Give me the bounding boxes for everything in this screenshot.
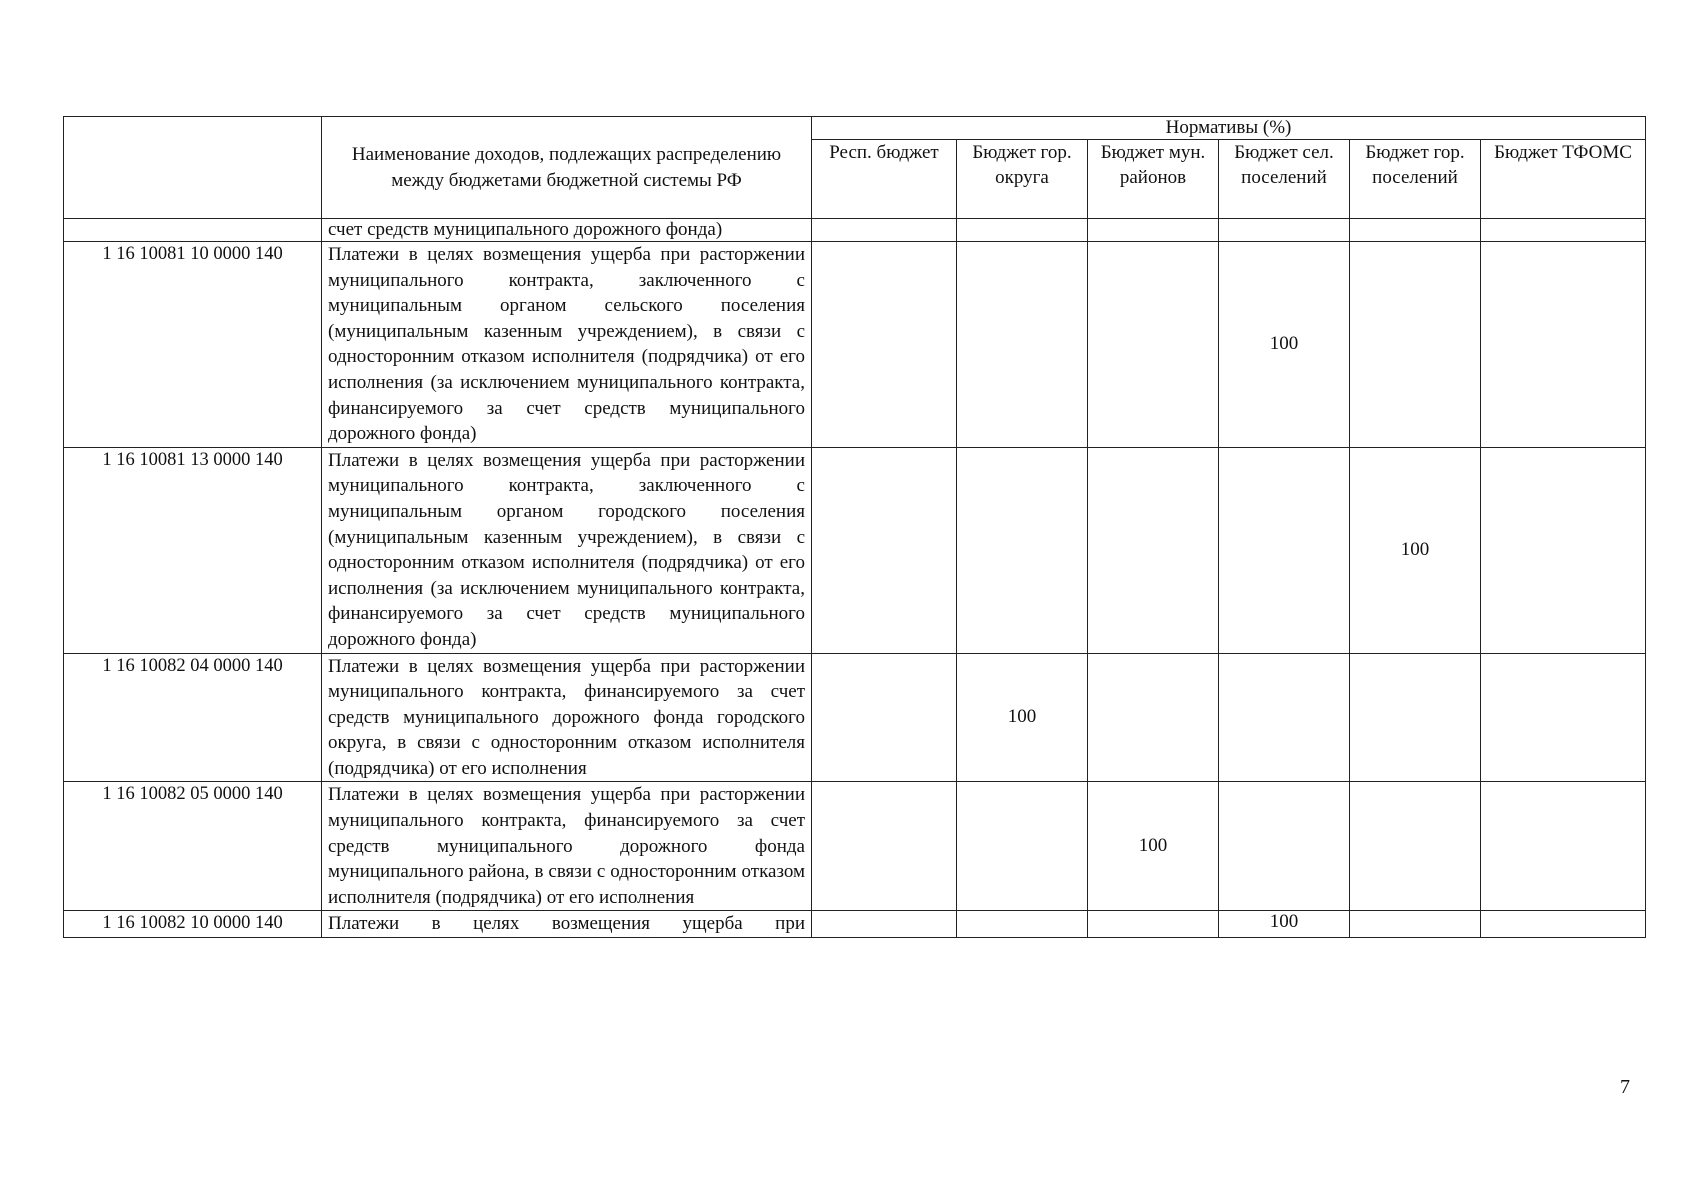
row-code: 1 16 10081 13 0000 140: [64, 447, 322, 653]
page-number: 7: [1620, 1076, 1630, 1098]
revenue-distribution-table: [63, 116, 1646, 938]
row-value: 100: [957, 653, 1088, 782]
row-name: Платежи в целях возмещения ущерба при расторжении муниципального контракта, финансируемого за счет средств муниципального дорожного фонда муниципального района, в связи с односторонним отказом исполнителя (подрядчика) от его исполнения: [322, 782, 812, 911]
header-code-cell: [64, 117, 322, 219]
table-row: [64, 911, 1646, 938]
header-col-urban-settlements: Бюджет гор. поселений: [1350, 140, 1481, 219]
row-code: 1 16 10082 10 0000 140: [64, 911, 322, 938]
row-code: 1 16 10082 05 0000 140: [64, 782, 322, 911]
row-code: 1 16 10082 04 0000 140: [64, 653, 322, 782]
continuation-text: счет средств муниципального дорожного фонда): [322, 219, 812, 242]
header-col-city-district: Бюджет гор. округа: [957, 140, 1088, 219]
row-value: 100: [1088, 782, 1219, 911]
row-value: 100: [1219, 242, 1350, 448]
continuation-row: [64, 219, 1646, 242]
table-row: [64, 447, 1646, 653]
row-name: Платежи в целях возмещения ущерба при расторжении муниципального контракта, заключенного с муниципальным органом сельского поселения (муниципальным казенным учреждением), в связи с односторонним отказом исполнителя (подрядчика) от его исполнения (за исключением муниципального контракта, финансируемого за счет средств муниципального дорожного фонда): [322, 242, 812, 448]
table-row: [64, 242, 1646, 448]
row-value: 100: [1350, 447, 1481, 653]
header-col-resp: Респ. бюджет: [812, 140, 957, 219]
row-value: 100: [1219, 911, 1350, 938]
header-row-group: [64, 117, 1646, 140]
row-name: Платежи в целях возмещения ущерба при расторжении муниципального контракта, заключенного с муниципальным органом городского поселения (муниципальным казенным учреждением), в связи с односторонним отказом исполнителя (подрядчика) от его исполнения (за исключением муниципального контракта, финансируемого за счет средств муниципального дорожного фонда): [322, 447, 812, 653]
continuation-code-cell: [64, 219, 322, 242]
row-code: 1 16 10081 10 0000 140: [64, 242, 322, 448]
header-name-cell: Наименование доходов, подлежащих распределению между бюджетами бюджетной системы РФ: [322, 117, 812, 219]
header-col-rural-settlements: Бюджет сел. поселений: [1219, 140, 1350, 219]
header-col-mun-districts: Бюджет мун. районов: [1088, 140, 1219, 219]
table-row: [64, 782, 1646, 911]
header-normatives-group: Нормативы (%): [812, 117, 1646, 140]
table-row: [64, 653, 1646, 782]
header-col-tfoms: Бюджет ТФОМС: [1481, 140, 1646, 219]
row-name: Платежи в целях возмещения ущерба при расторжении муниципального контракта, финансируемого за счет средств муниципального дорожного фонда городского округа, в связи с односторонним отказом исполнителя (подрядчика) от его исполнения: [322, 653, 812, 782]
row-name: Платежи в целях возмещения ущерба при: [322, 911, 812, 938]
